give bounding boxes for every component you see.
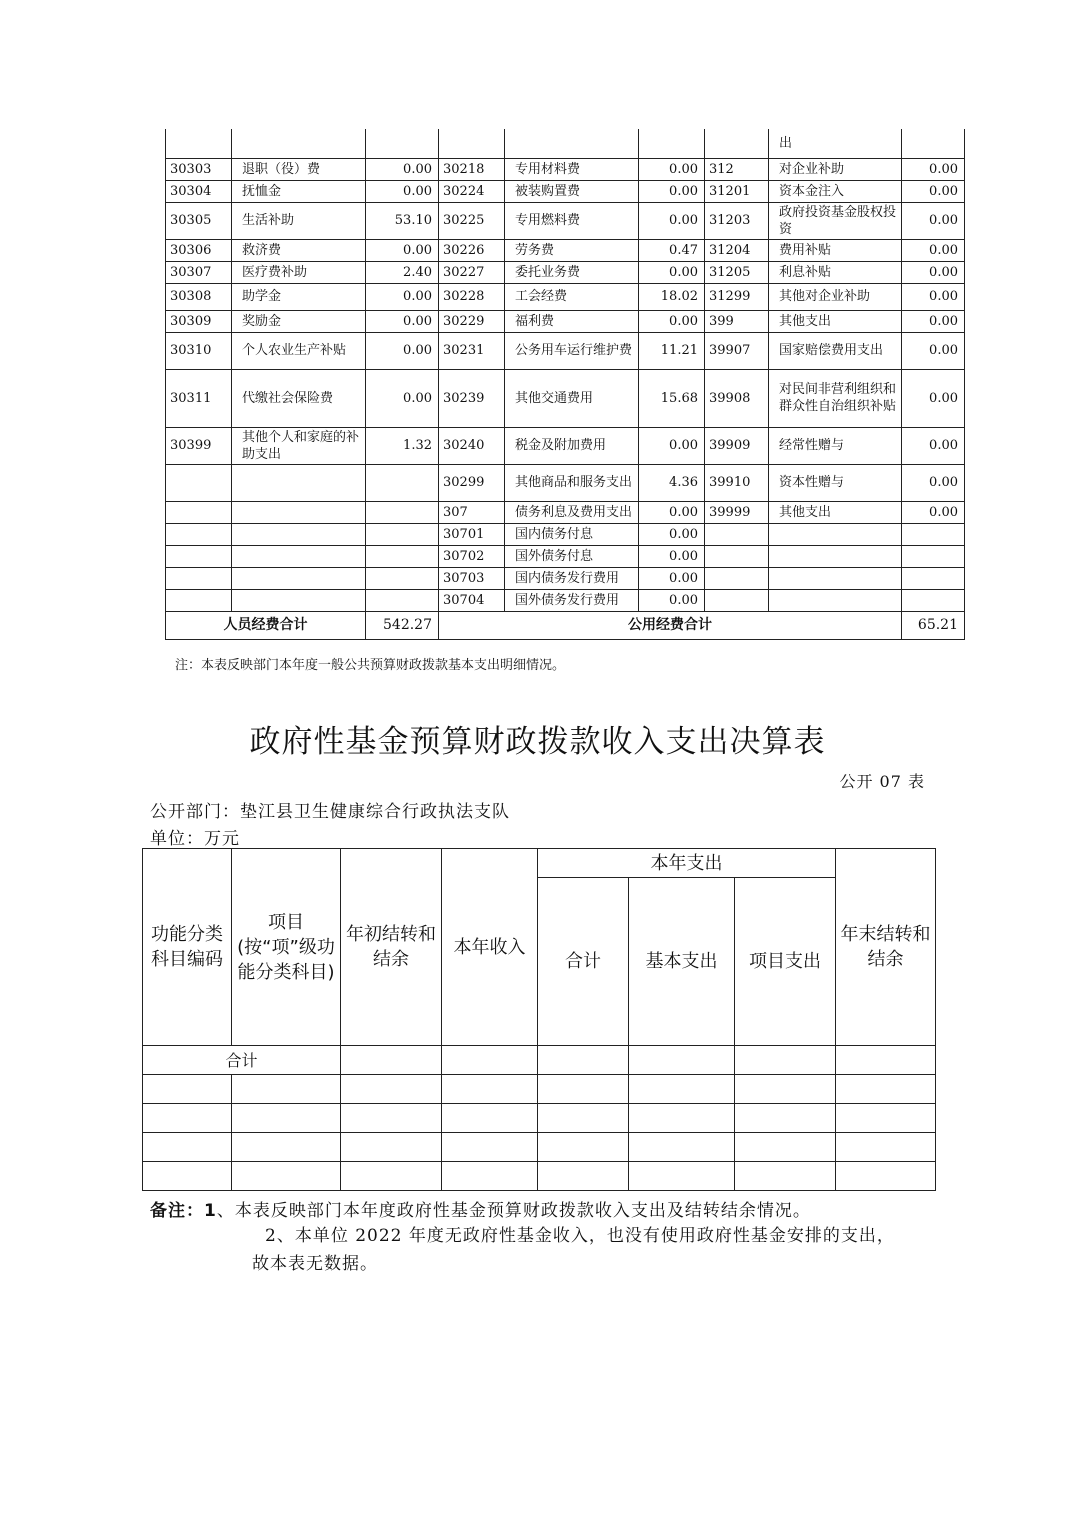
table-cell: 0.00 [639,427,705,464]
table-cell [232,523,366,545]
table-cell [705,523,769,545]
table-cell: 39907 [705,332,769,369]
table-cell: 0.00 [366,310,439,332]
table-cell: 30306 [166,239,232,261]
table-cell: 39910 [705,464,769,501]
table-cell: 资本性赠与 [769,464,902,501]
table-cell: 30228 [439,283,505,310]
table-cell: 0.00 [366,239,439,261]
table-cell: 劳务费 [505,239,639,261]
table-cell [902,545,965,567]
table-row [166,158,965,180]
table-cell: 30225 [439,202,505,239]
table-cell: 被装购置费 [505,180,639,202]
table-cell: 委托业务费 [505,261,639,283]
table-cell: 31201 [705,180,769,202]
table-cell: 0.00 [639,567,705,589]
table-cell: 国外债务付息 [505,545,639,567]
table-cell: 11.21 [639,332,705,369]
table-row [166,567,965,589]
table-row [166,239,965,261]
personnel-total-value: 542.27 [366,611,439,639]
table-row [166,501,965,523]
public-total-label: 公用经费合计 [439,611,902,639]
table-cell [166,567,232,589]
table-cell: 0.00 [366,332,439,369]
table-cell [705,589,769,611]
table-cell [769,523,902,545]
table-cell [769,545,902,567]
table-cell: 30399 [166,427,232,464]
table-cell: 0.47 [639,239,705,261]
table-cell: 30231 [439,332,505,369]
table-cell: 对民间非营利组织和群众性自治组织补贴 [769,369,902,427]
table-cell: 0.00 [902,261,965,283]
table-cell: 0.00 [902,239,965,261]
remark-prefix: 备注：1 [150,1201,217,1221]
table-row [166,310,965,332]
table-cell: 其他个人和家庭的补助支出 [232,427,366,464]
table-cell [705,545,769,567]
table-cell: 0.00 [902,283,965,310]
table-cell: 其他支出 [769,310,902,332]
table-cell [902,523,965,545]
table-cell [366,589,439,611]
table-cell [902,589,965,611]
table-cell [166,589,232,611]
table-cell: 0.00 [639,523,705,545]
table-cell: 30240 [439,427,505,464]
table-cell: 0.00 [366,180,439,202]
table-cell: 30311 [166,369,232,427]
table-cell: 0.00 [639,545,705,567]
table-cell: 30310 [166,332,232,369]
table-cell [902,567,965,589]
table-cell: 0.00 [902,369,965,427]
header-begin-balance: 年初结转和结余 [341,849,442,1046]
table-cell: 国内债务发行费用 [505,567,639,589]
table-cell [366,464,439,501]
table-cell: 代缴社会保险费 [232,369,366,427]
table-cell: 31203 [705,202,769,239]
header-expense-group: 本年支出 [538,849,836,878]
header-expense-basic: 基本支出 [629,878,735,1046]
table-cell [366,567,439,589]
table-row [166,369,965,427]
table-cell [769,589,902,611]
table-cell: 39909 [705,427,769,464]
table-cell: 个人农业生产补贴 [232,332,366,369]
table-cell: 0.00 [902,501,965,523]
table-cell: 30229 [439,310,505,332]
table-cell: 53.10 [366,202,439,239]
table-cell: 31204 [705,239,769,261]
table-cell: 30218 [439,158,505,180]
table-cell [232,589,366,611]
table-cell: 助学金 [232,283,366,310]
table-cell: 费用补贴 [769,239,902,261]
table-cell: 0.00 [366,283,439,310]
table-row [166,180,965,202]
table-cell: 其他支出 [769,501,902,523]
table-cell: 生活补助 [232,202,366,239]
table-cell: 30227 [439,261,505,283]
table-cell: 其他商品和服务支出 [505,464,639,501]
table-cell: 39999 [705,501,769,523]
table-cell [166,464,232,501]
table-cell [232,567,366,589]
remark-1 [150,1196,811,1221]
table-cell: 其他交通费用 [505,369,639,427]
table-row [166,283,965,310]
total-label: 合计 [143,1046,341,1075]
table-cell: 30309 [166,310,232,332]
table-cell: 福利费 [505,310,639,332]
header-code: 功能分类科目编码 [143,849,232,1046]
table-cell: 30239 [439,369,505,427]
table-cell: 30701 [439,523,505,545]
table-cell: 30305 [166,202,232,239]
table-row [166,129,965,158]
table-cell: 15.68 [639,369,705,427]
basic-expense-detail-table [165,129,965,640]
table-row [166,261,965,283]
table-cell: 债务利息及费用支出 [505,501,639,523]
table-cell: 2.40 [366,261,439,283]
header-row [143,849,936,878]
table-cell: 0.00 [366,369,439,427]
table-cell: 31299 [705,283,769,310]
table-cell: 0.00 [902,180,965,202]
header-expense-total: 合计 [538,878,629,1046]
table-cell [232,545,366,567]
table-cell: 0.00 [902,464,965,501]
table-cell [705,567,769,589]
table-cell: 抚恤金 [232,180,366,202]
table-cell: 30703 [439,567,505,589]
table-cell: 30224 [439,180,505,202]
table-cell: 0.00 [639,589,705,611]
table-cell: 30226 [439,239,505,261]
table-cell: 30304 [166,180,232,202]
table-cell: 公务用车运行维护费 [505,332,639,369]
table-cell: 307 [439,501,505,523]
table-cell: 工会经费 [505,283,639,310]
remark-2: 2、本单位 2022 年度无政府性基金收入，也没有使用政府性基金安排的支出，故本表无数据。 [252,1226,895,1274]
table-cell: 0.00 [639,202,705,239]
table-cell: 31205 [705,261,769,283]
remark-1-text: 、本表反映部门本年度政府性基金预算财政拨款收入支出及结转结余情况。 [216,1201,811,1221]
table-cell [366,501,439,523]
table-cell: 0.00 [639,261,705,283]
table-row [143,1104,936,1133]
total-row [143,1046,936,1075]
table-cell: 其他对企业补助 [769,283,902,310]
table-cell: 奖励金 [232,310,366,332]
table-cell: 18.02 [639,283,705,310]
table-cell: 0.00 [639,158,705,180]
table-cell [366,523,439,545]
table-cell: 税金及附加费用 [505,427,639,464]
table-cell: 0.00 [902,158,965,180]
table-cell: 利息补贴 [769,261,902,283]
table-cell: 312 [705,158,769,180]
table-cell [166,545,232,567]
personnel-total-label: 人员经费合计 [166,611,366,639]
table-row [166,589,965,611]
table-cell: 国内债务付息 [505,523,639,545]
table-cell: 1.32 [366,427,439,464]
table-cell: 0.00 [639,310,705,332]
table-cell [232,501,366,523]
table-cell: 0.00 [902,202,965,239]
table-cell: 39908 [705,369,769,427]
table-cell [232,464,366,501]
table-cell: 30308 [166,283,232,310]
total-row [166,611,965,639]
table-row [143,1075,936,1104]
table-cell: 专用燃料费 [505,202,639,239]
header-expense-project: 项目支出 [735,878,836,1046]
department-label: 公开部门：垫江县卫生健康综合行政执法支队 [150,802,510,822]
table-cell: 退职（役）费 [232,158,366,180]
table-cell: 出 [769,129,902,158]
table-cell: 医疗费补助 [232,261,366,283]
header-income: 本年收入 [442,849,538,1046]
table-cell: 30303 [166,158,232,180]
table-cell [769,567,902,589]
table-row [166,545,965,567]
table-cell [166,501,232,523]
table-cell: 0.00 [902,310,965,332]
table-cell: 0.00 [366,158,439,180]
table-cell: 30704 [439,589,505,611]
table-cell: 资本金注入 [769,180,902,202]
table-row [166,523,965,545]
table-cell: 30307 [166,261,232,283]
table-row [143,1133,936,1162]
table-note: 注：本表反映部门本年度一般公共预算财政拨款基本支出明细情况。 [175,658,566,673]
table-cell: 0.00 [639,180,705,202]
unit-label: 单位：万元 [150,829,240,849]
table-cell: 399 [705,310,769,332]
table-row [166,427,965,464]
table-row [166,332,965,369]
table-cell: 国家赔偿费用支出 [769,332,902,369]
table-number: 公开 07 表 [839,772,925,791]
table-cell: 4.36 [639,464,705,501]
table-cell: 国外债务发行费用 [505,589,639,611]
table-cell: 0.00 [639,501,705,523]
table-row [166,202,965,239]
table-cell: 政府投资基金股权投资 [769,202,902,239]
table-cell: 0.00 [902,427,965,464]
fund-budget-table [142,848,936,1191]
table-cell [166,523,232,545]
table-cell: 0.00 [902,332,965,369]
table-row [143,1162,936,1191]
table-cell: 救济费 [232,239,366,261]
header-item: 项目(按“项”级功能分类科目) [232,849,341,1046]
table-cell: 30299 [439,464,505,501]
table-cell: 30702 [439,545,505,567]
table-row [166,464,965,501]
table-cell: 对企业补助 [769,158,902,180]
table-cell: 专用材料费 [505,158,639,180]
table-cell: 经常性赠与 [769,427,902,464]
public-total-value: 65.21 [902,611,965,639]
header-end-balance: 年末结转和结余 [836,849,936,1046]
table-cell [366,545,439,567]
page-title: 政府性基金预算财政拨款收入支出决算表 [249,724,826,760]
